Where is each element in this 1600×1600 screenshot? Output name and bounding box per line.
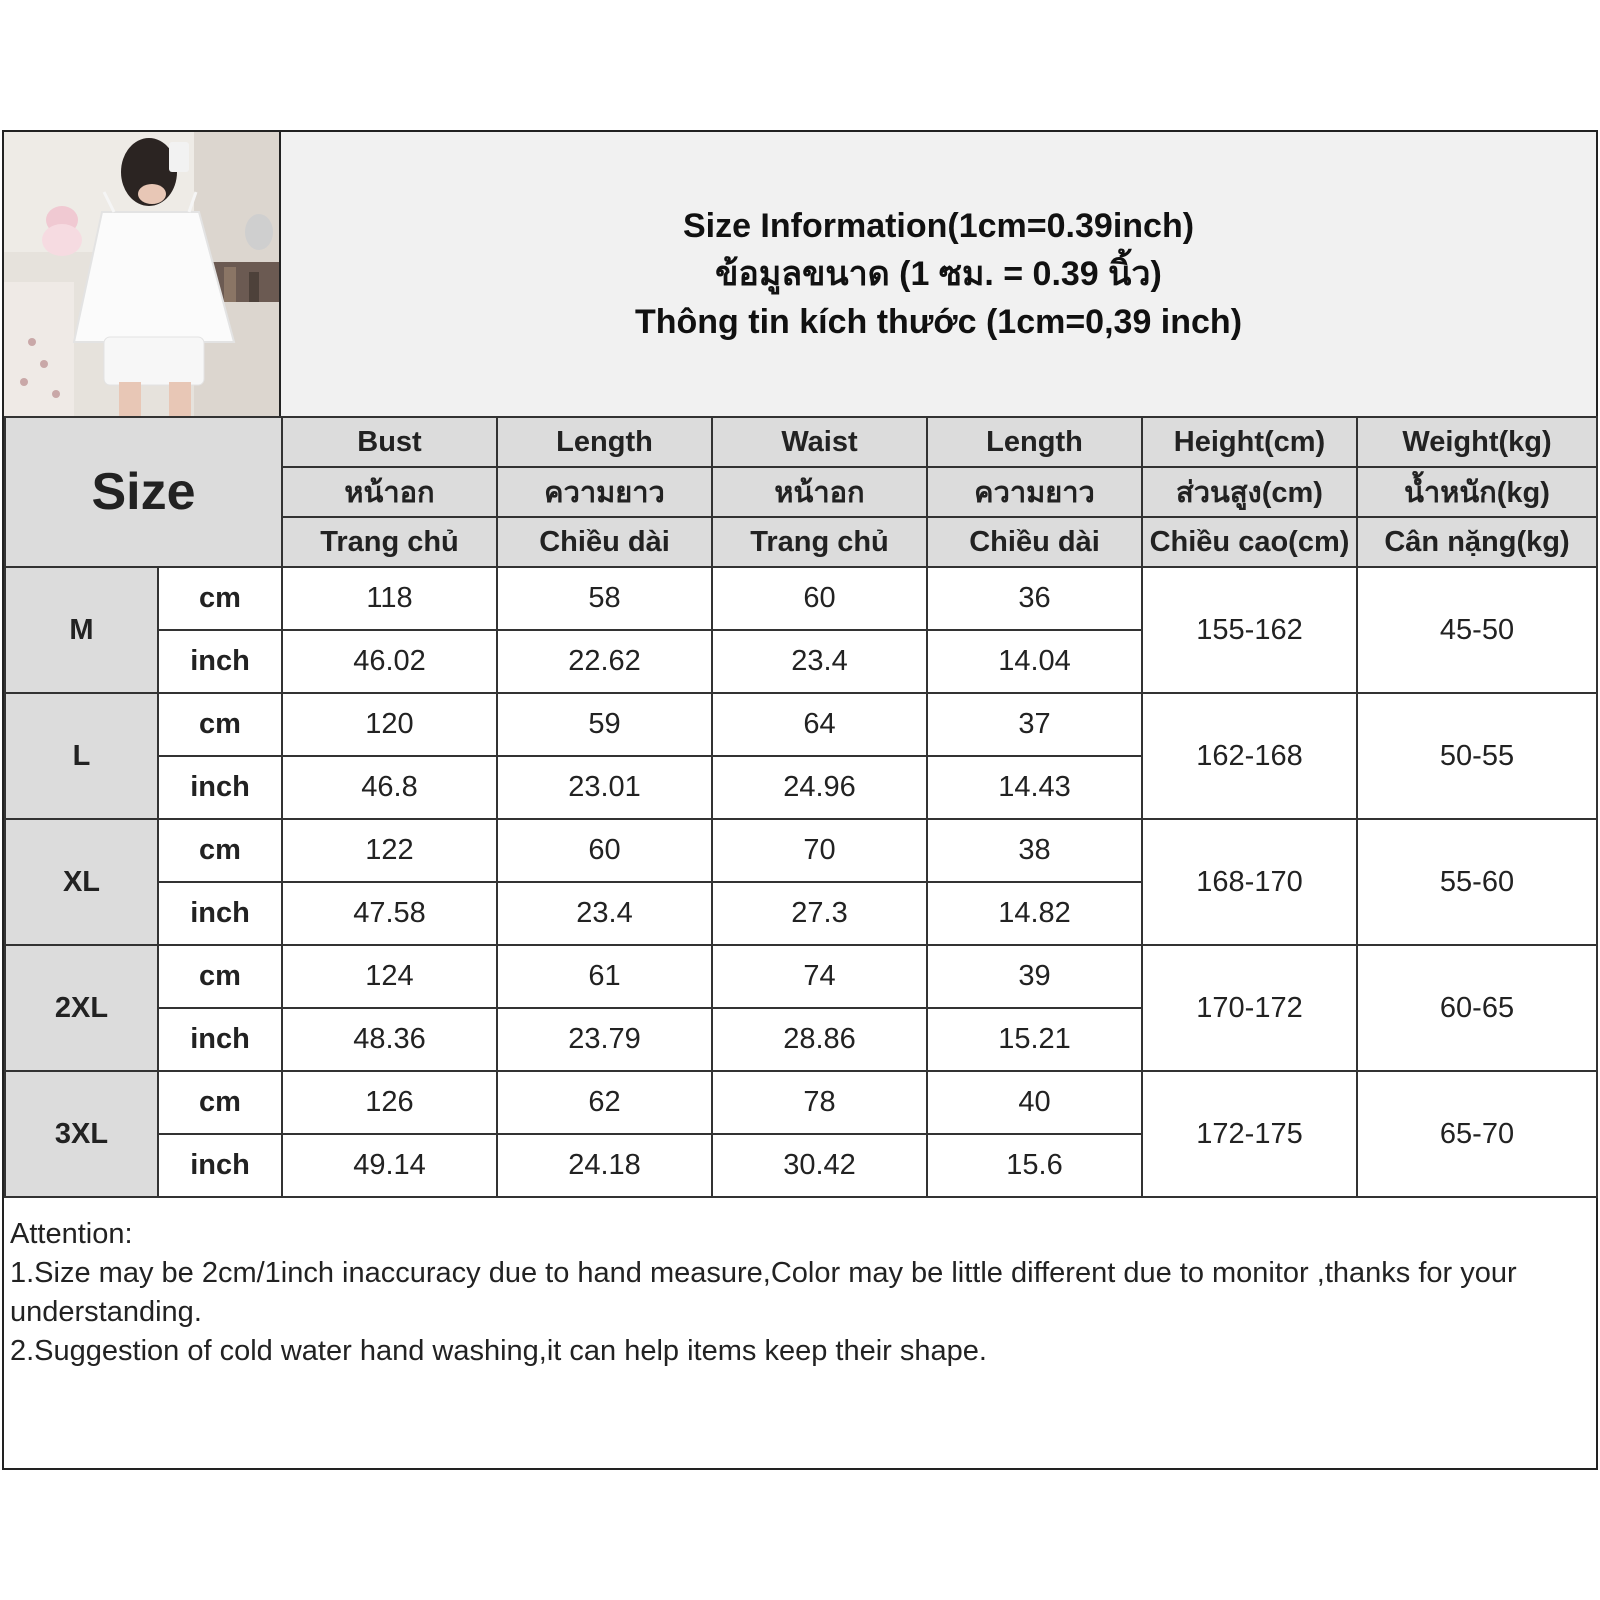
table-cell: 38 <box>927 819 1142 882</box>
weight-range: 45-50 <box>1357 567 1597 693</box>
column-header-vi: Chiều cao(cm) <box>1142 517 1357 567</box>
table-cell: 15.21 <box>927 1008 1142 1071</box>
column-header-vi: Cân nặng(kg) <box>1357 517 1597 567</box>
column-header-th: ความยาว <box>497 467 712 517</box>
table-cell: 49.14 <box>282 1134 497 1197</box>
unit-label: inch <box>158 1134 282 1197</box>
weight-range: 50-55 <box>1357 693 1597 819</box>
table-cell: 28.86 <box>712 1008 927 1071</box>
height-range: 170-172 <box>1142 945 1357 1071</box>
table-cell: 122 <box>282 819 497 882</box>
table-cell: 14.82 <box>927 882 1142 945</box>
size-name: XL <box>5 819 158 945</box>
table-cell: 15.6 <box>927 1134 1142 1197</box>
weight-range: 55-60 <box>1357 819 1597 945</box>
unit-label: inch <box>158 882 282 945</box>
table-cell: 60 <box>497 819 712 882</box>
product-photo-illustration <box>4 132 279 416</box>
table-cell: 48.36 <box>282 1008 497 1071</box>
column-header-th: หน้าอก <box>712 467 927 517</box>
product-photo <box>4 132 281 418</box>
column-header-en: Height(cm) <box>1142 417 1357 467</box>
column-header-en: Waist <box>712 417 927 467</box>
weight-range: 60-65 <box>1357 945 1597 1071</box>
heading-vietnamese: Thông tin kích thước (1cm=0,39 inch) <box>634 303 1243 341</box>
column-header-en: Length <box>927 417 1142 467</box>
size-info-heading <box>281 132 1596 418</box>
size-header: Size <box>5 417 282 567</box>
table-cell: 58 <box>497 567 712 630</box>
table-cell: 126 <box>282 1071 497 1134</box>
notes-line: 2.Suggestion of cold water hand washing,it can help items keep their shape. <box>10 1335 987 1367</box>
weight-range: 65-70 <box>1357 1071 1597 1197</box>
unit-label: cm <box>158 567 282 630</box>
unit-label: cm <box>158 1071 282 1134</box>
size-table <box>4 416 1598 1198</box>
table-cell: 23.4 <box>497 882 712 945</box>
size-chart-sheet <box>2 130 1598 1470</box>
table-cell: 46.8 <box>282 756 497 819</box>
unit-label: inch <box>158 756 282 819</box>
unit-label: cm <box>158 945 282 1008</box>
column-header-th: ความยาว <box>927 467 1142 517</box>
height-range: 155-162 <box>1142 567 1357 693</box>
table-cell: 37 <box>927 693 1142 756</box>
table-cell: 78 <box>712 1071 927 1134</box>
unit-label: inch <box>158 1008 282 1071</box>
table-row <box>5 1071 1597 1134</box>
table-cell: 118 <box>282 567 497 630</box>
size-name: L <box>5 693 158 819</box>
table-cell: 64 <box>712 693 927 756</box>
column-header-vi: Trang chủ <box>282 517 497 567</box>
column-header-en: Length <box>497 417 712 467</box>
table-cell: 23.01 <box>497 756 712 819</box>
table-cell: 36 <box>927 567 1142 630</box>
table-cell: 24.96 <box>712 756 927 819</box>
table-cell: 47.58 <box>282 882 497 945</box>
table-cell: 70 <box>712 819 927 882</box>
column-header-vi: Trang chủ <box>712 517 927 567</box>
heading-thai: ข้อมูลขนาด (1 ซม. = 0.39 นิ้ว) <box>715 255 1162 293</box>
table-cell: 60 <box>712 567 927 630</box>
height-range: 172-175 <box>1142 1071 1357 1197</box>
unit-label: cm <box>158 819 282 882</box>
table-cell: 61 <box>497 945 712 1008</box>
column-header-th: หน้าอก <box>282 467 497 517</box>
table-row <box>5 567 1597 630</box>
size-name: M <box>5 567 158 693</box>
column-header-vi: Chiều dài <box>497 517 712 567</box>
unit-label: inch <box>158 630 282 693</box>
size-name: 2XL <box>5 945 158 1071</box>
heading-english: Size Information(1cm=0.39inch) <box>682 207 1195 245</box>
table-cell: 74 <box>712 945 927 1008</box>
attention-notes <box>10 1215 1586 1371</box>
column-header-en: Bust <box>282 417 497 467</box>
table-row <box>5 819 1597 882</box>
table-cell: 14.43 <box>927 756 1142 819</box>
table-cell: 24.18 <box>497 1134 712 1197</box>
table-row <box>5 945 1597 1008</box>
table-cell: 30.42 <box>712 1134 927 1197</box>
height-range: 162-168 <box>1142 693 1357 819</box>
table-cell: 62 <box>497 1071 712 1134</box>
height-range: 168-170 <box>1142 819 1357 945</box>
table-row <box>5 693 1597 756</box>
unit-label: cm <box>158 693 282 756</box>
column-header-vi: Chiều dài <box>927 517 1142 567</box>
column-header-th: น้ำหนัก(kg) <box>1357 467 1597 517</box>
table-cell: 120 <box>282 693 497 756</box>
column-header-en: Weight(kg) <box>1357 417 1597 467</box>
table-cell: 46.02 <box>282 630 497 693</box>
table-cell: 59 <box>497 693 712 756</box>
table-cell: 23.4 <box>712 630 927 693</box>
table-cell: 124 <box>282 945 497 1008</box>
column-header-th: ส่วนสูง(cm) <box>1142 467 1357 517</box>
table-cell: 22.62 <box>497 630 712 693</box>
table-cell: 23.79 <box>497 1008 712 1071</box>
table-cell: 40 <box>927 1071 1142 1134</box>
table-cell: 39 <box>927 945 1142 1008</box>
table-cell: 14.04 <box>927 630 1142 693</box>
size-name: 3XL <box>5 1071 158 1197</box>
notes-title: Attention: <box>10 1218 133 1250</box>
notes-line: 1.Size may be 2cm/1inch inaccuracy due to hand measure,Color may be little different due to monitor ,thanks for your understanding. <box>10 1257 1517 1328</box>
table-cell: 27.3 <box>712 882 927 945</box>
